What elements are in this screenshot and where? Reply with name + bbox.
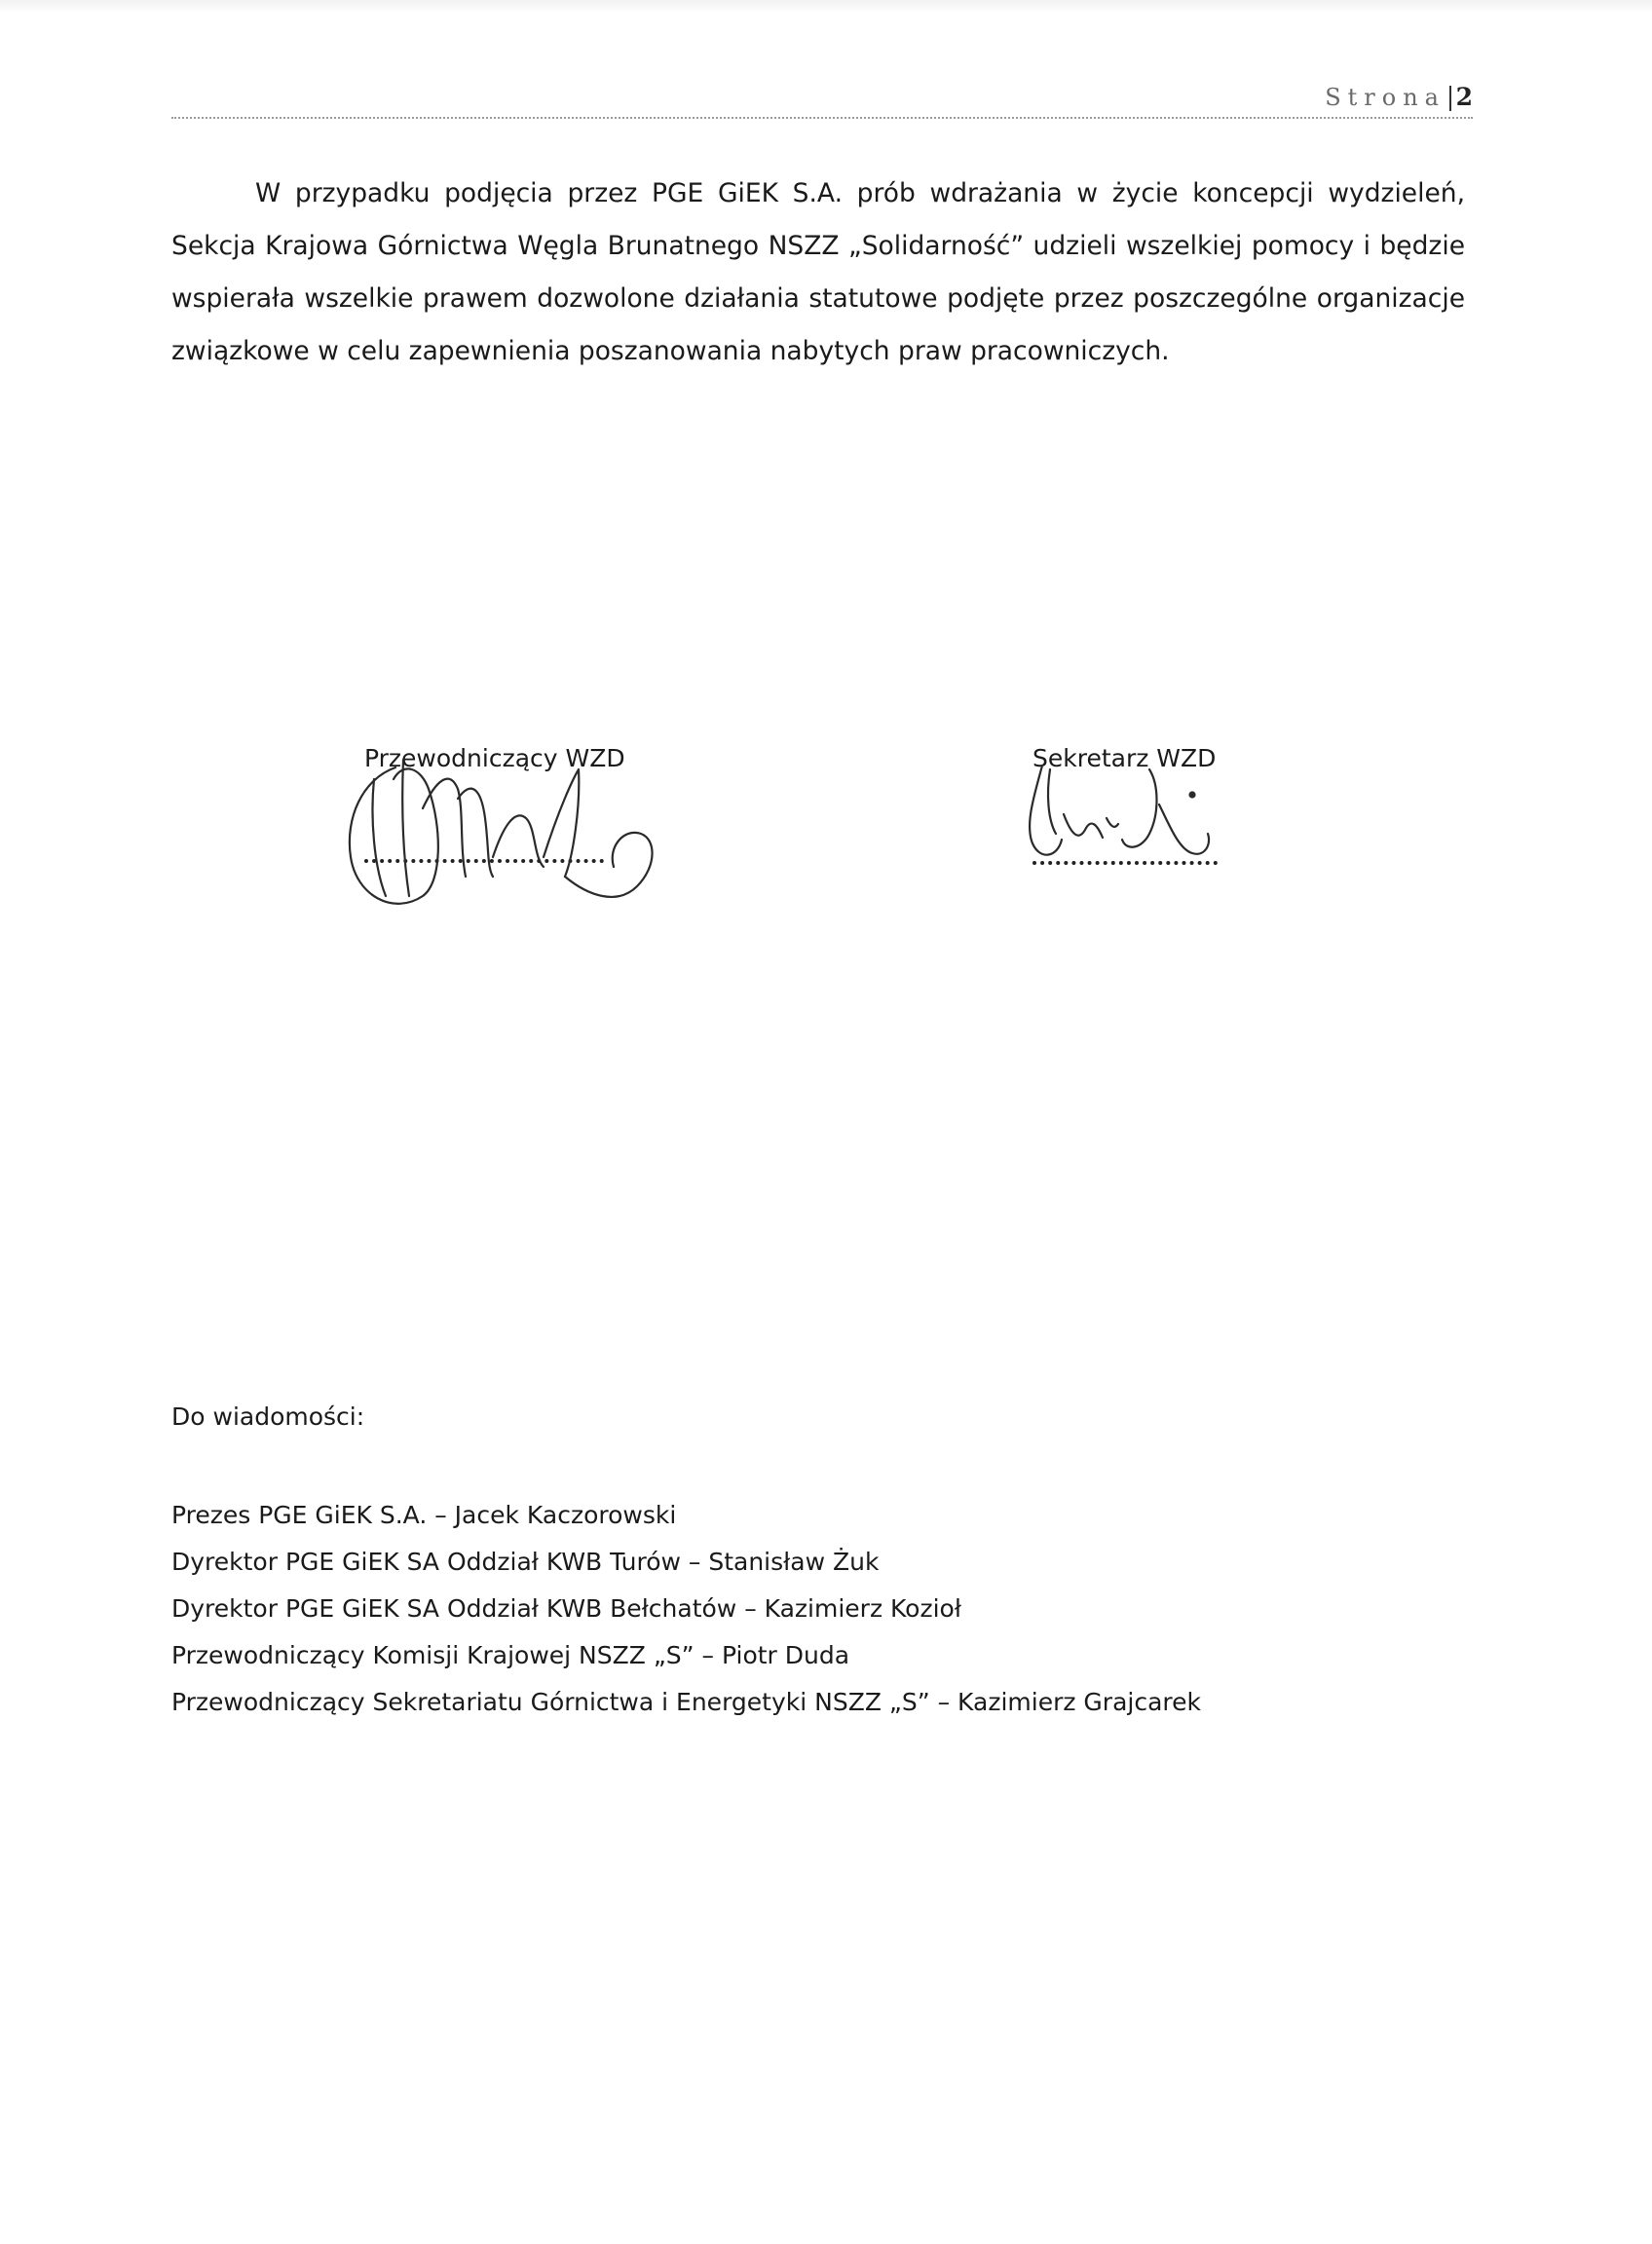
- distribution-heading: Do wiadomości:: [171, 1402, 365, 1431]
- chairman-signature: [335, 750, 678, 916]
- distribution-recipient: Przewodniczący Sekretariatu Górnictwa i Energetyki NSZZ „S” – Kazimierz Grajcarek: [171, 1688, 1201, 1716]
- page-header: [171, 84, 1473, 119]
- distribution-recipient: Dyrektor PGE GiEK SA Oddział KWB Turów – Stanisław Żuk: [171, 1548, 880, 1576]
- chairman-title: Przewodniczący WZD: [364, 744, 625, 772]
- distribution-list: [171, 1492, 1201, 1726]
- secretary-signature: [1013, 756, 1237, 873]
- body-paragraph: W przypadku podjęcia przez PGE GiEK S.A. prób wdrażania w życie koncepcji wydzieleń, Sekcja Krajowa Górnictwa Węgla Brunatnego NSZZ „Solidarność” udzieli wszelkiej pomocy i będzie wspierała wszelkie prawem dozwolone działania statutowe podjęte przez poszczególne organizacje związkowe w celu zapewnienia poszanowania nabytych praw pracowniczych.: [171, 178, 1465, 366]
- page-number-separator: [1449, 86, 1451, 111]
- distribution-recipient: Przewodniczący Komisji Krajowej NSZZ „S” – Piotr Duda: [171, 1641, 850, 1669]
- secretary-title: Sekretarz WZD: [1032, 744, 1217, 772]
- scan-edge: [0, 0, 1652, 14]
- page-number: 2: [1455, 83, 1473, 111]
- distribution-recipient: Prezes PGE GiEK S.A. – Jacek Kaczorowski: [171, 1501, 677, 1529]
- distribution-recipient: Dyrektor PGE GiEK SA Oddział KWB Bełchatów – Kazimierz Kozioł: [171, 1594, 961, 1623]
- page-label: Strona: [1325, 84, 1446, 111]
